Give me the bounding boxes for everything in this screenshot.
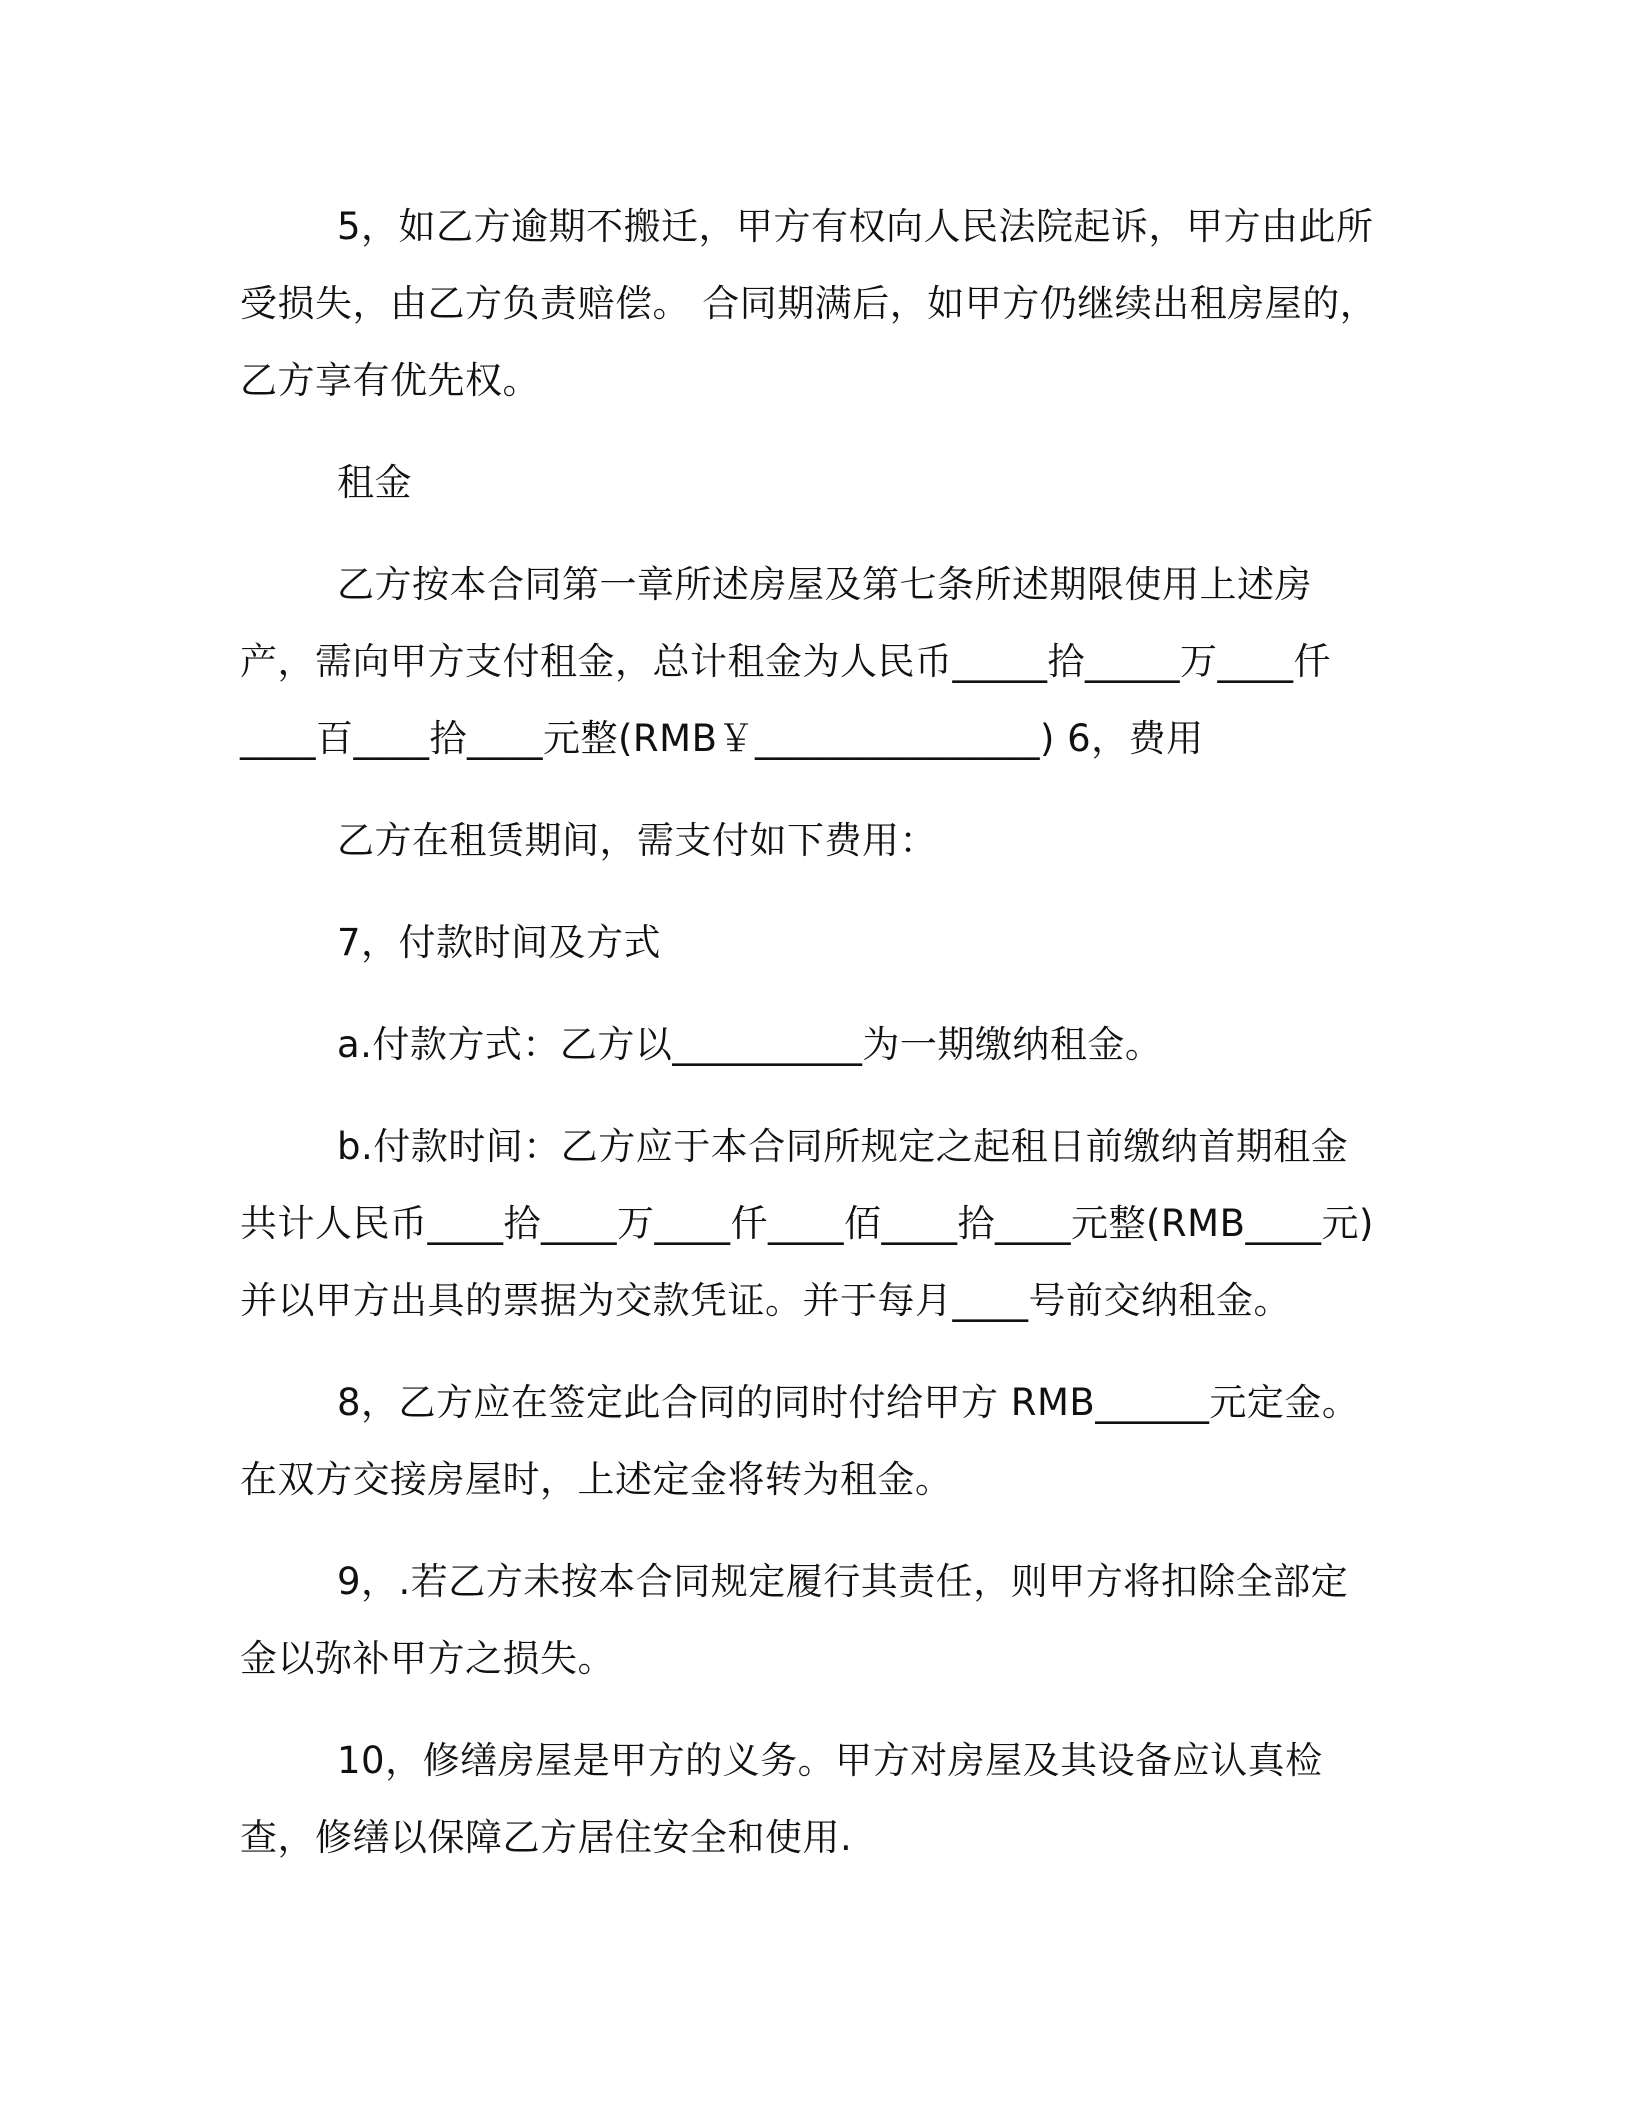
- paragraph-clause-8-deposit: 8，乙方应在签定此合同的同时付给甲方 RMB______元定金。在双方交接房屋时，上述定金将转为租金。: [240, 1381, 1360, 1501]
- paragraph-rent-amount: 乙方按本合同第一章所述房屋及第七条所述期限使用上述房产，需向甲方支付租金，总计租金为人民币_____拾_____万____仟 ____百____拾____元整(RMB￥_______________) 6，费用: [240, 563, 1344, 760]
- section-heading-rent: 租金: [337, 461, 412, 504]
- paragraph-clause-10-repair: 10，修缮房屋是甲方的义务。甲方对房屋及其设备应认真检查，修缮以保障乙方居住安全和使用.: [240, 1739, 1323, 1859]
- paragraph-payment-method: a.付款方式：乙方以__________为一期缴纳租金。: [337, 1023, 1163, 1066]
- paragraph-payment-time: b.付款时间：乙方应于本合同所规定之起租日前缴纳首期租金共计人民币____拾____万____仟____佰____拾____元整(RMB____元)并以甲方出具的票据为交款凭证。并于每月____号前交纳租金。: [240, 1125, 1374, 1322]
- paragraph-clause-7-heading: 7，付款时间及方式: [337, 921, 662, 964]
- paragraph-fees-intro: 乙方在租赁期间，需支付如下费用：: [337, 819, 937, 862]
- paragraph-clause-9-forfeit: 9，.若乙方未按本合同规定履行其责任，则甲方将扣除全部定金以弥补甲方之损失。: [240, 1560, 1349, 1680]
- paragraph-clause-5: 5，如乙方逾期不搬迁，甲方有权向人民法院起诉，甲方由此所受损失，由乙方负责赔偿。 合同期满后，如甲方仍继续出租房屋的，乙方享有优先权。: [240, 205, 1378, 402]
- document-page: [240, 188, 1380, 1876]
